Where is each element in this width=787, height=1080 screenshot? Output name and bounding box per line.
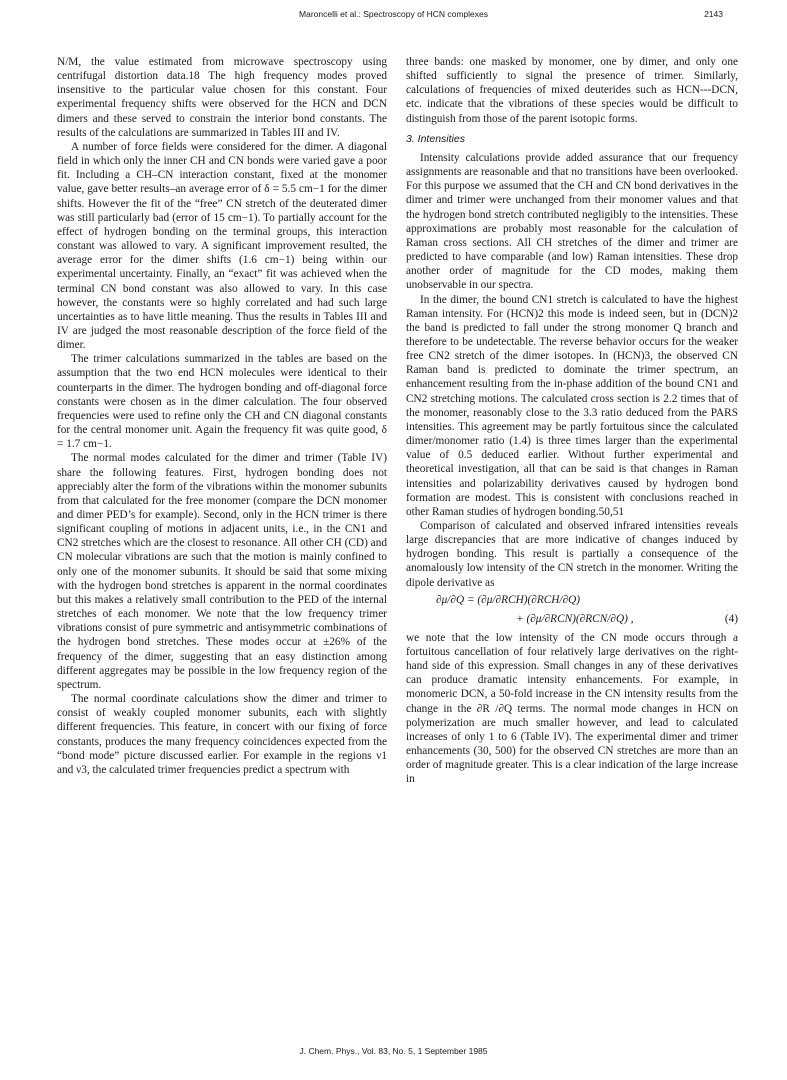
equation-number: (4): [724, 612, 738, 625]
footer-citation: J. Chem. Phys., Vol. 83, No. 5, 1 September 1985: [299, 1046, 488, 1056]
paragraph-right-3: In the dimer, the bound CN1 stretch is calculated to have the highest Raman intensity. For (HCN)2 this mode is indeed seen, but in (DCN)2 the band is predicted to fall under the strong monomer Q branch and therefore to be undetectable. The reverse behavior occurs for the weaker free CN2 stretch of the dimer isotopes. In (HCN)3, the observed CN Raman band is predicted to dominate the trimer spectrum, an enhancement resulting from the in-phase addition of the bound CN1 and CN2 stretching motions. The calculated cross section is 2.2 times that of the monomer, reasonably close to the 3.3 ratio deduced from the PARS intensities. This agreement may be partly fortuitous since the calculated dimer/monomer ratio (1.4) is three times larger than the experimental value of 0.5 deduced earlier. Without further experimental and theoretical investigation, all that can be said is that changes in Raman intensities and polarizability derivatives caused by hydrogen bond formation are modest. This is consistent with conclusions reached in other Raman studies of hydrogen bonding.50,51: [406, 293, 738, 518]
paragraph-left-4: The normal modes calculated for the dimer and trimer (Table IV) share the following features. First, hydrogen bonding does not appreciably alter the form of the vibrations within the monomer subunits from that calculated for the free monomer (compare the DCN monomer and dimer PED’s for example). Second, only in the HCN trimer is there significant coupling of motions in adjacent units, i.e., in the CN1 and CN2 stretches which are the closest to resonance. All other CH (CD) and CN molecular vibrations are such that the motion is mainly confined to only one of the monomer subunits. It should be said that some mixing with the hydrogen bond stretches is apparent in the normal coordinates but this makes a relatively small contribution to the PED of the internal stretches of each monomer. We note that the low frequency trimer vibrations consist of pure symmetric and antisymmetric combinations of the hydrogen bond stretches. These modes occur at ±26% of the frequency of the dimer, suggesting that an easy distinction among different aggregates may be possible in the low frequency region of the spectrum.: [57, 452, 387, 691]
paragraph-left-1: N/M, the value estimated from microwave spectroscopy using centrifugal distortion data.18 The high frequency modes proved insensitive to the particular value chosen for this constant. Four experimental frequency shifts were observed for the HCN and DCN dimers and these served to constrain the interior bond constants. The results of the calculations are summarized in Tables III and IV.: [57, 56, 387, 139]
running-header-title: Maroncelli et al.: Spectroscopy of HCN complexes: [299, 9, 488, 19]
page-number: 2143: [704, 9, 723, 19]
paragraph-right-2: Intensity calculations provide added assurance that our frequency assignments are reasonable and that no transitions have been overlooked. For this purpose we assumed that the CH and CN bond derivatives in the dimer and trimer were unchanged from their monomer values and that the hydrogen bond stretch contributed negligibly to the intensities. These approximations are probably most reasonable for the calculation of Raman cross sections. All CH stretches of the dimer and trimer are predicted to have comparable (and low) Raman intensities. These drop another order of magnitude for the CD modes, making them unobservable in our spectra.: [406, 151, 738, 292]
paragraph-left-2: A number of force fields were considered for the dimer. A diagonal field in which only the inner CH and CN bonds were varied gave a poor fit. Including a CH–CN interaction constant, fixed at the monomer value, gave better results–an average error of δ = 5.5 cm−1 for the dimer shifts. However the fit of the “free” CN stretch of the deuterated dimer was still particularly bad (error of 15 cm−1). To partially account for the effect of hydrogen bonding on the terminal groups, this interaction constant was allowed to vary. A significant improvement resulted, the average error for the dimer shifts (1.6 cm−1) being within our experimental uncertainty. Finally, an “exact” fit was achieved when the terminal CN bond constant was also allowed to vary. In this case however, the constants were so highly correlated and had such large uncertainties as to have little meaning. Thus the results in Tables III and IV are judged the most reasonable description of the force field of the dimer.: [57, 140, 387, 352]
right-text-column: [406, 55, 738, 787]
equation-line-2: [406, 612, 738, 628]
paragraph-right-5: we note that the low intensity of the CN mode occurs through a fortuitous cancellation of four relatively large derivatives on the right-hand side of this expression. Small changes in any of these derivatives can produce dramatic intensity enhancements. For example, in monomeric DCN, a 50-fold increase in the CN intensity results from the change in the ∂R /∂Q terms. The normal mode changes in HCN on polymerization are much smaller however, and lead to calculated increases of only 1 to 6 (Table IV). The experimental dimer and trimer enhancements (30, 500) for the observed CN stretches are more than an order of magnitude greater. This is a clear indication of the large increase in: [406, 631, 738, 786]
equation-line-1: [406, 593, 738, 609]
paragraph-left-5: The normal coordinate calculations show the dimer and trimer to consist of weakly coupled monomer subunits, each with slightly different frequencies. This feature, in concert with our fixing of force constants, produces the many frequency coincidences expected from the “bond mode” picture discussed earlier. For example in the regions ν1 and ν3, the calculated trimer frequencies predict a spectrum with: [57, 693, 387, 776]
paragraph-right-1: three bands: one masked by monomer, one by dimer, and only one shifted sufficiently to signal the presence of trimer. Similarly, calculations of frequencies of mixed deuterides such as HCN---DCN, etc. indicate that the vibrations of these species would be difficult to distinguish from those of the parent isotopic forms.: [406, 56, 738, 125]
section-heading: 3. Intensities: [406, 132, 465, 145]
equation-2-text: + (∂μ/∂RCN)(∂RCN/∂Q) ,: [516, 612, 634, 625]
left-text-column: [57, 55, 387, 777]
equation-1-text: ∂μ/∂Q = (∂μ/∂RCH)(∂RCH/∂Q): [436, 593, 581, 606]
paragraph-right-4: Comparison of calculated and observed infrared intensities reveals large discrepancies that are more indicative of changes induced by hydrogen bonding. This result is partially a consequence of the anomalously low intensity of the CN stretch in the monomer. Writing the dipole derivative as: [406, 520, 738, 589]
paragraph-left-3: The trimer calculations summarized in the tables are based on the assumption that the two end HCN molecules were identical to their counterparts in the dimer. The hydrogen bonding and off-diagonal force constants were chosen as in the dimer calculation. The four observed frequencies were used to refine only the CH and CN diagonal constants for the central monomer unit. Again the frequency fit was quite good, δ = 1.7 cm−1.: [57, 353, 387, 451]
